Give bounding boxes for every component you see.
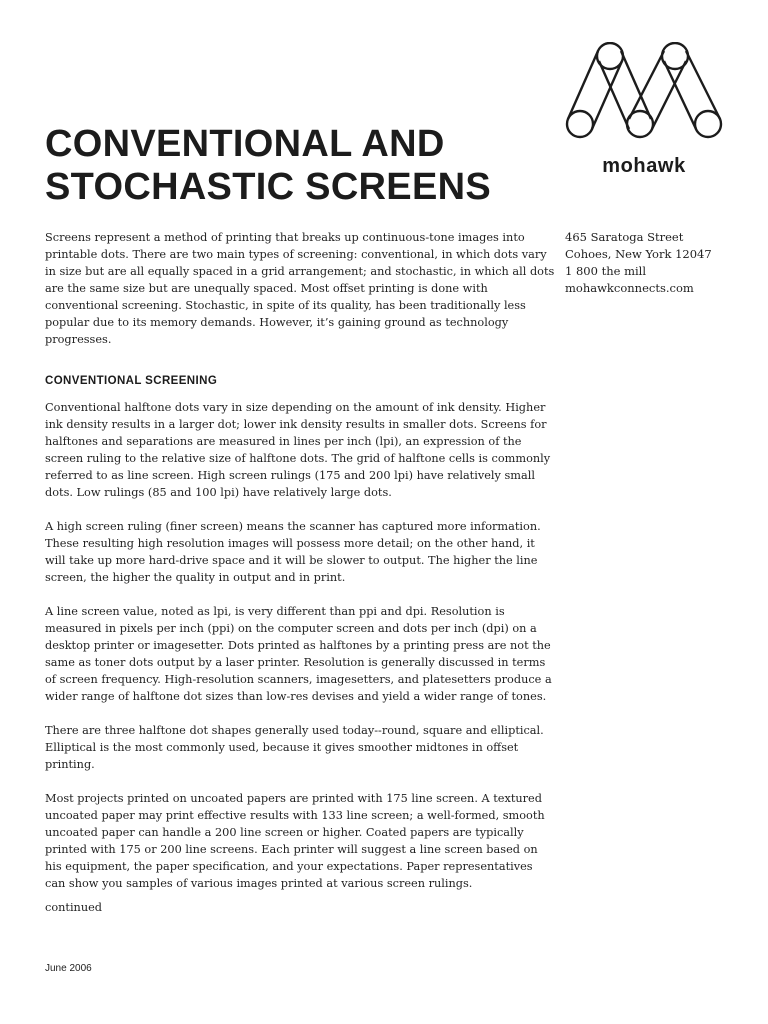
address-city: Cohoes, New York 12047 (565, 247, 712, 261)
address-phone: 1 800 the mill (565, 264, 647, 278)
paragraph: A line screen value, noted as lpi, is very different than ppi and dpi. Resolution is measured in pixels per inch (ppi) on the computer screen and dots per inch (dpi) on a desktop printer or imagesetter. Dots printed as halftones by a printing press are not the same as toner dots output by a laser printer. Resolution is generally discussed in terms of screen frequency. High-resolution scanners, imagesetters, and platesetters produce a wider range of halftone dot sizes than low-res devises and yield a wider range of tones. (45, 605, 552, 703)
address-website: mohawkconnects.com (565, 281, 694, 295)
address-block (565, 229, 755, 297)
paragraph: A high screen ruling (finer screen) means the scanner has captured more information. These resulting high resolution images will possess more detail; on the other hand, it will take up more hard-drive space and it will be slower to output. The higher the line screen, the higher the quality in output and in print. (45, 520, 541, 584)
footer-date: June 2006 (45, 963, 92, 974)
section-heading: CONVENTIONAL SCREENING (45, 375, 218, 387)
body-text (45, 229, 555, 909)
logo-wordmark: mohawk (602, 155, 686, 177)
address-street: 465 Saratoga Street (565, 230, 684, 244)
page-title (45, 123, 545, 209)
paragraph: Most projects printed on uncoated papers are printed with 175 line screen. A textured uncoated paper may print effective results with 133 line screen; a well-formed, smooth uncoated paper can handle a 200 line screen or higher. Coated papers are typically printed with 175 or 200 line screens. Each printer will suggest a line screen based on his equipment, the paper specification, and your expectations. Paper representatives can show you samples of various images printed at various screen rulings. (45, 792, 545, 890)
title-line-1: CONVENTIONAL AND (45, 123, 445, 166)
title-line-2: STOCHASTIC SCREENS (45, 166, 491, 209)
paragraph: Conventional halftone dots vary in size depending on the amount of ink density. Higher ink density results in a larger dot; lower ink density results in smaller dots. Screens for halftones and separations are measured in lines per inch (lpi), an expression of the screen ruling to the relative size of halftone dots. The grid of halftone cells is commonly referred to as line screen. High screen rulings (175 and 200 lpi) have relatively small dots. Low rulings (85 and 100 lpi) have relatively large dots. (45, 401, 551, 499)
mohawk-logo (562, 42, 726, 177)
mohawk-m-logo-icon (562, 42, 726, 146)
paragraph: There are three halftone dot shapes generally used today--round, square and elliptical. Elliptical is the most commonly used, because it gives smoother midtones in offset printing. (45, 724, 544, 771)
intro-paragraph: Screens represent a method of printing that breaks up continuous-tone images into printable dots. There are two main types of screening: conventional, in which dots vary in size but are all equally spaced in a grid arrangement; and stochastic, in which all dots are the same size but are unequally spaced. Most offset printing is done with conventional screening. Stochastic, in spite of its quality, has been traditionally less popular due to its memory demands. However, it’s gaining ground as technology progresses. (45, 231, 555, 346)
continued-note: continued (45, 901, 103, 914)
